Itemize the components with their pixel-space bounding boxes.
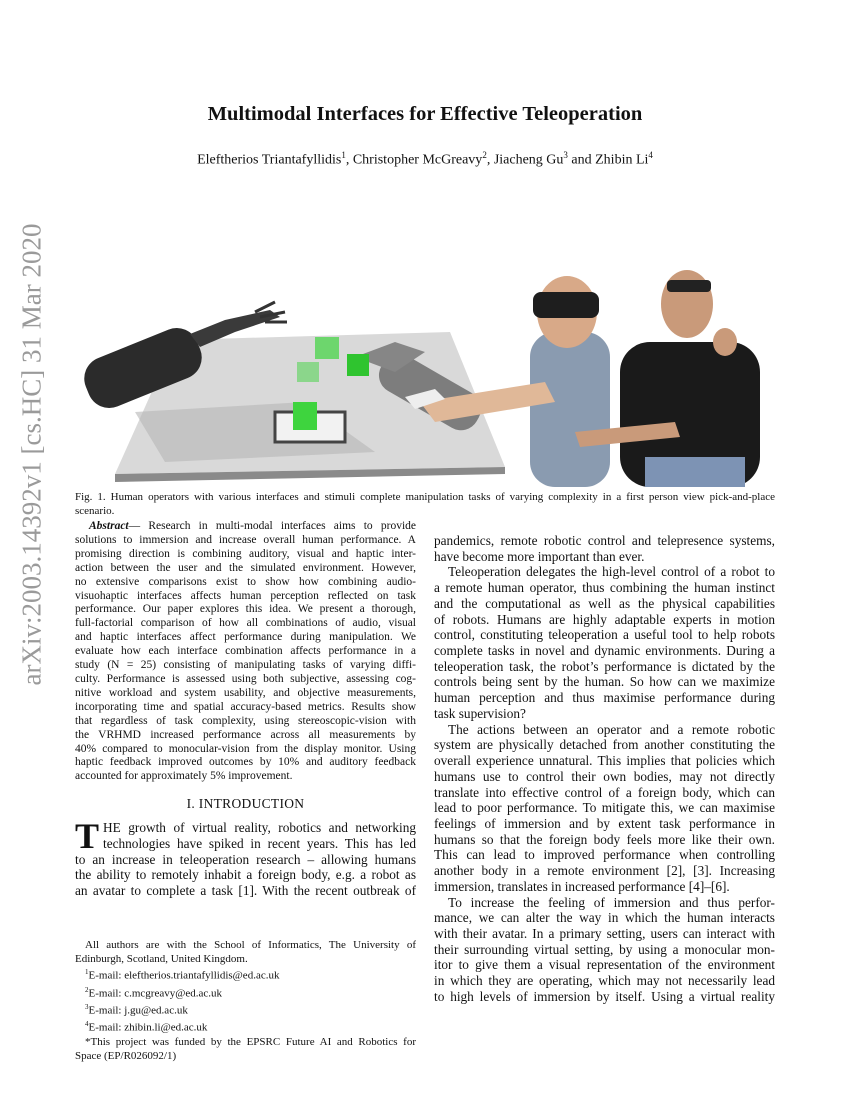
green-cube <box>297 362 319 382</box>
footnote-mark: 4 <box>85 1020 89 1029</box>
abstract-line: accounted for approximately 5% improvement. <box>75 770 293 783</box>
abstract-line: and haptic interfaces affect performance during manipulation. We <box>75 631 416 644</box>
paragraph-line: their surrounding virtual setting, by using a monocular mon- <box>434 941 775 957</box>
footnotes <box>75 939 416 1063</box>
abstract-line: 40% compared to monocular-vision from the display monitor. Using <box>75 742 416 755</box>
paragraph-line: feelings of immersion and by extent task performance in <box>434 815 775 831</box>
abstract-line: study (N = 25) consisting of manipulating tasks of varying diffi- <box>75 659 416 672</box>
paragraph-line: human perception and thus maximise performance during <box>434 690 775 706</box>
paragraph-line: translate into effective control of a foreign body, which can <box>434 784 775 800</box>
figure-caption <box>75 490 775 518</box>
paragraph-line: and the computational as well as the physical capabilities <box>434 595 775 611</box>
paragraph-line: controls being sent by the human. So how can we maximize <box>434 674 775 690</box>
author-separator: , <box>486 152 494 168</box>
abstract-text: — Research in multi-modal interfaces aims to provide <box>128 520 416 532</box>
footnote-text: *This project was funded by the EPSRC Future AI and Robotics for <box>85 1035 416 1048</box>
abstract-line: evaluate how each interface combination affects performance in a <box>75 645 416 658</box>
paragraph-line: an avatar to complete a task [1]. With the recent outbreak of <box>75 883 416 898</box>
footnote-line <box>75 1050 416 1064</box>
paragraph-line: another body in a remote environment [2], [3]. Increasing <box>434 863 775 879</box>
paragraph-line: task supervision? <box>434 705 526 721</box>
footnote-text: Edinburgh, Scotland, United Kingdom. <box>75 952 248 965</box>
paragraph-line: pandemics, remote robotic control and telepresence systems, <box>434 533 775 548</box>
paragraph-line: To increase the feeling of immersion and thus perfor- <box>448 894 775 910</box>
abstract-line: culty. Performance is assessed using both subjective, assessing cog- <box>75 672 416 685</box>
paragraph-line: complete tasks in novel and dynamic environments. During a <box>434 643 775 659</box>
caption-line: Fig. 1. Human operators with various interfaces and stimuli complete manipulation tasks of varying complexity in a first person view pick-and-place <box>75 491 775 503</box>
footnote-text: E-mail: c.mcgreavy@ed.ac.uk <box>88 987 223 1000</box>
footnote-line <box>75 939 416 953</box>
footnote-line <box>75 1036 416 1050</box>
abstract-line: performance. Our paper explores this idea. We present a thorough, <box>75 603 416 616</box>
abstract-line: the VRHMD increased performance across all measurements by <box>75 728 416 741</box>
footnote-text: E-mail: zhibin.li@ed.ac.uk <box>88 1022 208 1035</box>
author-name: Jiacheng Gu <box>493 152 564 168</box>
figure-1-image <box>75 262 775 487</box>
paragraph-line: in which they are operating, which may not necessarily lead <box>434 973 775 989</box>
paragraph-line: to an increase in teleoperation research – allowing humans <box>75 851 416 867</box>
author-affiliation-mark: 2 <box>482 150 487 160</box>
footnote-text: All authors are with the School of Informatics, The University of <box>85 939 416 951</box>
paragraph-line: mance, we can alter the way in which the human interacts <box>434 910 775 926</box>
author-affiliation-mark: 4 <box>648 150 653 160</box>
paragraph-line: HE growth of virtual reality, robotics and networking <box>103 820 416 835</box>
paragraph-line: itor to give them a visual representation of the environment <box>434 957 775 973</box>
green-cube <box>347 354 369 376</box>
section-heading: I. INTRODUCTION <box>186 796 305 811</box>
footnote-line <box>75 966 416 983</box>
paragraph-line: the ability to remotely inhabit a foreign body, e.g. a robot as <box>75 867 416 883</box>
paragraph-line: lead to poor performance. To mitigate this, we can maximise <box>434 800 775 816</box>
author-name: Eleftherios Triantafyllidis <box>197 152 342 168</box>
author-separator: and <box>567 152 596 168</box>
author-affiliation-mark: 1 <box>341 150 346 160</box>
abstract-line: action between the user and the simulated environment. However, <box>75 561 416 574</box>
paragraph-line: teleoperation task, the robot’s performance is dictated by the <box>434 658 775 674</box>
footnote-line <box>75 1018 416 1035</box>
abstract-line: visuohaptic interfaces affects human perception reflected on task <box>75 589 416 602</box>
footnote-text: E-mail: eleftherios.triantafyllidis@ed.ac.uk <box>88 970 280 983</box>
virtual-scene <box>78 302 505 482</box>
introduction-text <box>75 816 416 899</box>
abstract-line: haptic feedback improved outcomes by 10% and auditory feedback <box>75 756 416 769</box>
paper-title: Multimodal Interfaces for Effective Teleoperation <box>207 103 643 125</box>
paragraph-line: immersion, translates in increased performance [4]–[6]. <box>434 878 730 894</box>
footnote-mark: 2 <box>85 985 89 994</box>
footnote-line <box>75 984 416 1001</box>
footnote-text: Space (EP/R026092/1) <box>75 1049 177 1062</box>
green-cube <box>315 337 339 359</box>
abstract-line: no extensive comparisons exist to show how combining audio- <box>75 575 416 588</box>
abstract <box>75 520 416 784</box>
author-name: Zhibin Li <box>595 152 649 168</box>
caption-line: scenario. <box>75 505 115 517</box>
arxiv-watermark: arXiv:2003.14392v1 [cs.HC] 31 Mar 2020 <box>16 223 47 686</box>
paragraph-line: have become more important than ever. <box>434 548 645 564</box>
author-separator: , <box>345 152 353 168</box>
author-name: Christopher McGreavy <box>352 152 483 168</box>
abstract-line: full-factorial comparison of how all combinations of audio, visual <box>75 617 416 630</box>
abstract-line: nitive workload and system usability, and objective measurements, <box>75 686 416 699</box>
footnote-line <box>75 1001 416 1018</box>
paragraph-line: control, constituting teleoperation a useful tool to help robots <box>434 627 775 643</box>
abstract-line: incorporating time and spatial accuracy-based metrics. Results show <box>75 700 416 713</box>
abstract-line <box>75 520 416 534</box>
drop-cap: T <box>75 816 100 856</box>
paragraph-line: to high levels of immersion by itself. Using a virtual reality <box>434 988 775 1004</box>
paragraph-line: system are physically detached from another constituting the <box>434 737 775 753</box>
paragraph-line: This can lead to improved performance when controlling <box>434 847 775 863</box>
green-cube <box>293 402 317 430</box>
footnote-mark: 3 <box>85 1003 89 1012</box>
abstract-line: that regardless of task complexity, using stereoscopic-vision with <box>75 714 416 727</box>
abstract-line: promising direction is combining auditory, visual and haptic inter- <box>75 547 416 560</box>
paragraph-line: Teleoperation delegates the high-level control of a robot to <box>448 564 775 580</box>
paragraph-line: with their avatar. In a primary setting, users can interact with <box>434 925 775 941</box>
paragraph-line: technologies have spiked in recent years. This has led <box>103 835 416 851</box>
author-affiliation-mark: 3 <box>563 150 568 160</box>
paragraph-line: overall experience unnatural. This implies that policies which <box>434 753 775 769</box>
abstract-line: solutions to immersion and increase overall human performance. A <box>75 533 416 546</box>
right-column-text <box>434 533 775 1005</box>
footnote-mark: 1 <box>85 968 89 977</box>
paragraph-line: humans use to control their own bodies, may not directly <box>434 768 775 784</box>
abstract-keyword: Abstract <box>89 520 129 532</box>
footnote-text: E-mail: j.gu@ed.ac.uk <box>88 1004 188 1017</box>
paragraph-line: The actions between an operator and a remote robotic <box>448 721 775 737</box>
paragraph-line: of robots. Humans are highly adaptable experts in motion <box>434 611 775 627</box>
footnote-line <box>75 953 416 967</box>
author-list <box>0 150 850 169</box>
paragraph-line: a remote human operator, thus combining the human instinct <box>434 580 775 596</box>
paragraph-line: humans so that the foreign body feels more like their own. <box>434 831 775 847</box>
